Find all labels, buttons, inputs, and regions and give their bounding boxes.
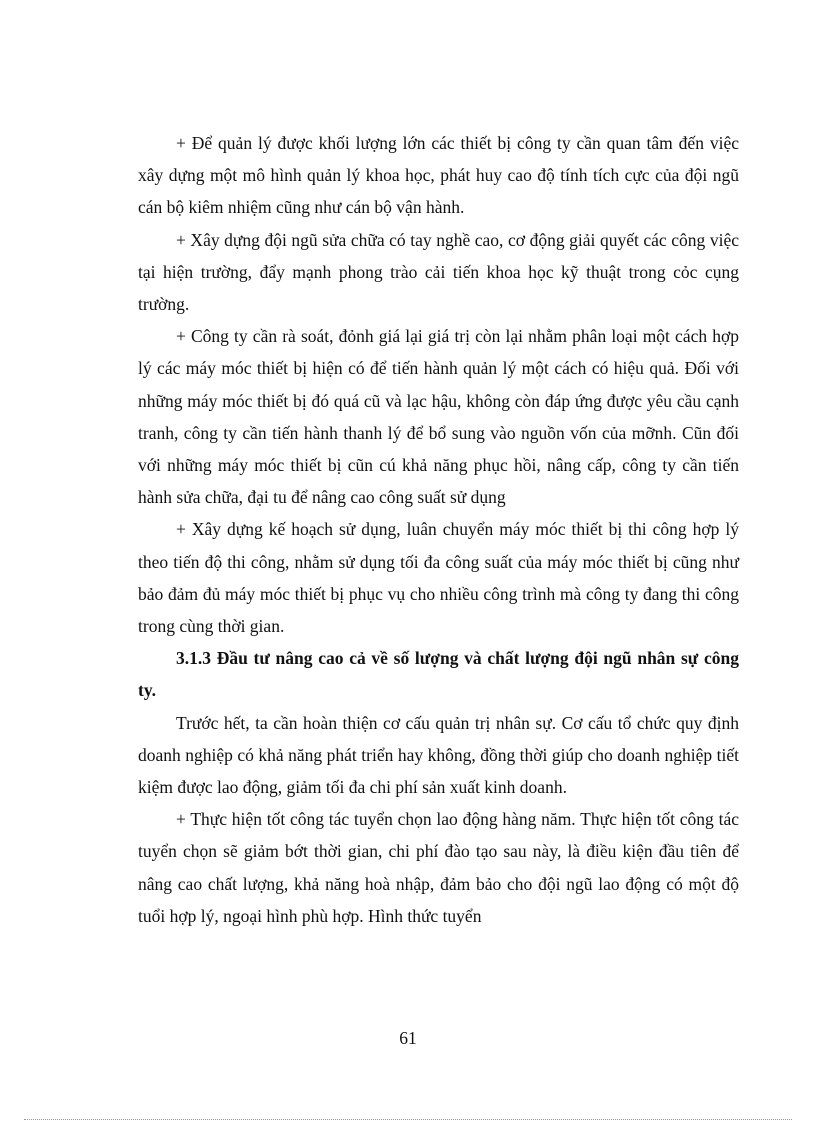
- page-body: [138, 127, 739, 932]
- page-bottom-border: [24, 1119, 792, 1120]
- section-heading: 3.1.3 Đầu tư nâng cao cả về số lượng và chất lượng đội ngũ nhân sự công ty.: [138, 648, 739, 701]
- paragraph-repair-team: + Xây dựng đội ngũ sửa chữa có tay nghề cao, cơ động giải quyết các công việc tại hiện trường, đẩy mạnh phong trào cải tiến khoa học kỹ thuật trong cỏc cụng trường.: [138, 229, 739, 315]
- page-number: 61: [399, 1028, 417, 1048]
- paragraph-hr-structure: Trước hết, ta cần hoàn thiện cơ cấu quản trị nhân sự. Cơ cấu tổ chức quy định doanh nghiệp có khả năng phát triển hay không, đồng thời giúp cho doanh nghiệp tiết kiệm được lao động, giảm tối đa chi phí sản xuất kinh doanh.: [138, 712, 739, 798]
- paragraph-equipment-management: + Để quản lý được khối lượng lớn các thiết bị công ty cần quan tâm đến việc xây dựng một mô hình quản lý khoa học, phát huy cao độ tính tích cực của đội ngũ cán bộ kiêm nhiệm cũng như cán bộ vận hành.: [138, 133, 739, 218]
- paragraph-recruitment: + Thực hiện tốt công tác tuyển chọn lao động hàng năm. Thực hiện tốt công tác tuyển chọn sẽ giảm bớt thời gian, chi phí đào tạo sau này, là điều kiện đầu tiên để nâng cao chất lượng, khả năng hoà nhập, đảm bảo cho đội ngũ lao động có một độ tuổi hợp lý, ngoại hình phù hợp. Hình thức tuyển: [138, 809, 739, 926]
- paragraph-asset-review: + Công ty cần rà soát, đỏnh giá lại giá trị còn lại nhằm phân loại một cách hợp lý các máy móc thiết bị hiện có để tiến hành quản lý một cách có hiệu quả. Đối với những máy móc thiết bị đó quá cũ và lạc hậu, không còn đáp ứng được yêu cầu cạnh tranh, công ty cần tiến hành thanh lý để bổ sung vào nguồn vốn của mỡnh. Cũn đối với những máy móc thiết bị cũn cú khả năng phục hồi, nâng cấp, công ty cần tiến hành sửa chữa, đại tu để nâng cao công suất sử dụng: [138, 326, 739, 508]
- paragraph-usage-plan: + Xây dựng kế hoạch sử dụng, luân chuyển máy móc thiết bị thi công hợp lý theo tiến độ thi công, nhằm sử dụng tối đa công suất của máy móc thiết bị cũng như bảo đảm đủ máy móc thiết bị phục vụ cho nhiều công trình mà công ty đang thi công trong cùng thời gian.: [138, 519, 739, 637]
